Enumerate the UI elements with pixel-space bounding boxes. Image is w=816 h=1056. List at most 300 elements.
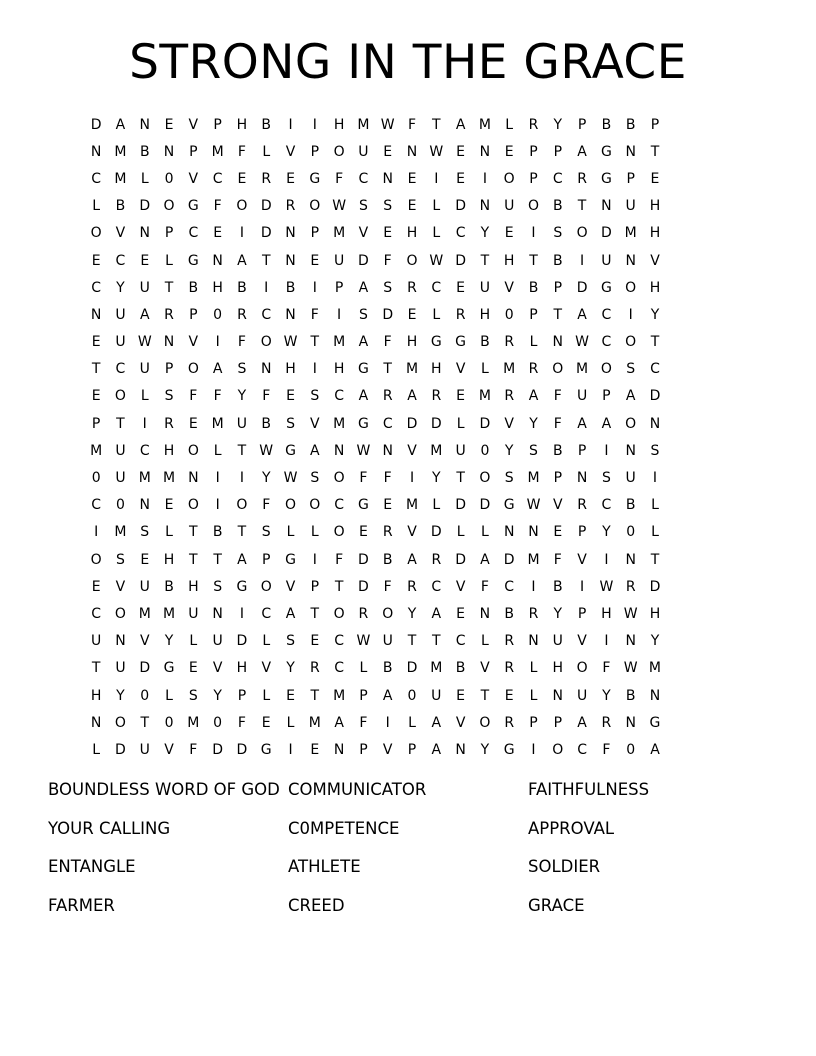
grid-cell: M <box>527 470 540 487</box>
grid-cell: P <box>529 714 538 731</box>
word-list-item: APPROVAL <box>528 818 615 838</box>
grid-cell: Y <box>553 605 563 622</box>
grid-cell: G <box>285 442 296 459</box>
grid-cell: A <box>212 361 223 378</box>
grid-cell: A <box>237 551 247 568</box>
grid-cell: P <box>577 524 587 541</box>
grid-cell: F <box>310 306 319 323</box>
grid-cell: E <box>456 143 466 160</box>
grid-cell: N <box>212 252 223 269</box>
grid-cell: D <box>649 388 661 405</box>
grid-cell: Y <box>650 633 660 650</box>
grid-cell: B <box>285 279 296 296</box>
grid-cell: G <box>503 497 515 514</box>
grid-cell: P <box>577 116 587 133</box>
grid-cell: D <box>406 415 418 432</box>
grid-cell: N <box>576 470 588 487</box>
grid-cell: T <box>529 252 538 269</box>
grid-cell: W <box>283 334 298 351</box>
grid-cell: G <box>357 361 369 378</box>
grid-cell: E <box>310 633 320 650</box>
grid-cell: I <box>628 306 633 323</box>
grid-cell: A <box>358 334 369 351</box>
grid-cell: M <box>162 605 176 622</box>
grid-cell: D <box>430 415 442 432</box>
grid-cell: I <box>312 279 317 296</box>
grid-cell: R <box>504 388 515 405</box>
grid-cell: N <box>406 143 418 160</box>
word-list-item: GRACE <box>528 896 585 916</box>
grid-cell: P <box>359 741 368 758</box>
grid-cell: E <box>261 714 271 731</box>
grid-cell: M <box>405 361 419 378</box>
grid-cell: O <box>503 170 515 187</box>
grid-cell: I <box>531 225 536 242</box>
grid-cell: D <box>358 252 369 269</box>
grid-cell: F <box>359 714 368 731</box>
grid-cell: I <box>312 116 317 133</box>
grid-cell: D <box>600 225 612 242</box>
grid-cell: G <box>600 143 612 160</box>
grid-cell: R <box>164 306 174 323</box>
grid-cell: P <box>213 116 222 133</box>
grid-cell: H <box>236 660 248 677</box>
grid-cell: V <box>407 442 417 459</box>
word-list-item: COMMUNICATOR <box>288 780 427 799</box>
grid-cell: E <box>456 687 466 704</box>
grid-cell: U <box>115 442 126 459</box>
grid-cell: Y <box>529 415 538 432</box>
grid-cell: P <box>91 415 101 432</box>
grid-cell: T <box>237 442 247 459</box>
grid-cell: Y <box>480 741 490 758</box>
grid-cell: P <box>577 605 587 622</box>
grid-cell: I <box>385 714 390 731</box>
grid-cell: S <box>213 578 223 595</box>
grid-cell: W <box>429 252 444 269</box>
grid-cell: N <box>163 334 175 351</box>
grid-cell: G <box>600 170 612 187</box>
grid-cell: L <box>505 116 514 133</box>
grid-cell: P <box>164 225 174 242</box>
grid-cell: E <box>310 252 320 269</box>
grid-row <box>84 736 732 763</box>
grid-cell: S <box>504 470 514 487</box>
grid-cell: R <box>504 660 515 677</box>
grid-cell: F <box>262 388 271 405</box>
grid-cell: A <box>358 279 369 296</box>
grid-cell: U <box>382 633 393 650</box>
grid-cell: B <box>115 198 126 215</box>
grid-cell: O <box>114 714 126 731</box>
grid-cell: H <box>649 279 661 296</box>
grid-cell: O <box>333 524 345 541</box>
grid-cell: O <box>625 279 637 296</box>
grid-cell: M <box>138 605 151 622</box>
word-list-item: ENTANGLE <box>48 857 136 877</box>
grid-cell: A <box>139 306 150 323</box>
grid-cell: U <box>139 578 150 595</box>
grid-cell: W <box>356 442 371 459</box>
grid-cell: E <box>383 143 393 160</box>
grid-cell: U <box>625 470 636 487</box>
grid-cell: S <box>626 361 636 378</box>
grid-cell: P <box>310 225 320 242</box>
grid-cell: E <box>456 388 466 405</box>
grid-cell: W <box>380 116 395 133</box>
grid-cell: P <box>553 470 563 487</box>
grid-cell: G <box>455 334 467 351</box>
grid-cell: F <box>553 415 562 432</box>
grid-cell: L <box>262 143 271 160</box>
grid-cell: T <box>310 334 320 351</box>
grid-cell: G <box>430 334 442 351</box>
grid-cell: P <box>407 741 417 758</box>
grid-row <box>84 573 732 600</box>
grid-cell: H <box>649 198 661 215</box>
grid-cell: V <box>480 660 490 677</box>
grid-cell: E <box>91 252 101 269</box>
grid-cell: U <box>601 252 612 269</box>
grid-cell: N <box>479 198 491 215</box>
grid-cell: F <box>602 741 611 758</box>
grid-row <box>84 519 732 546</box>
grid-cell: Y <box>116 279 125 296</box>
grid-cell: E <box>456 605 466 622</box>
grid-cell: L <box>432 198 441 215</box>
grid-cell: T <box>650 334 660 351</box>
grid-cell: V <box>358 225 369 242</box>
grid-cell: G <box>600 279 612 296</box>
grid-cell: B <box>455 660 466 677</box>
grid-cell: P <box>650 116 660 133</box>
grid-cell: B <box>552 252 563 269</box>
grid-cell: N <box>528 633 539 650</box>
grid-cell: U <box>139 741 150 758</box>
grid-cell: L <box>651 524 659 541</box>
grid-cell: L <box>92 741 101 758</box>
grid-cell: V <box>504 279 514 296</box>
grid-cell: Y <box>237 388 247 405</box>
grid-cell: N <box>260 361 272 378</box>
grid-cell: R <box>309 660 320 677</box>
grid-cell: I <box>409 470 415 487</box>
grid-cell: 0 <box>164 714 174 731</box>
grid-cell: C <box>188 225 199 242</box>
grid-cell: N <box>333 741 345 758</box>
grid-cell: N <box>139 116 150 133</box>
grid-cell: Y <box>504 442 514 459</box>
grid-cell: S <box>310 388 320 405</box>
page-title: STRONG IN THE GRACE <box>129 35 687 90</box>
grid-cell: W <box>429 143 444 160</box>
grid-cell: E <box>310 741 320 758</box>
grid-cell: P <box>164 361 174 378</box>
grid-cell: O <box>382 605 394 622</box>
grid-cell: L <box>529 660 538 677</box>
grid-cell: B <box>237 279 247 296</box>
grid-cell: C <box>261 306 272 323</box>
grid-cell: B <box>164 578 174 595</box>
grid-cell: I <box>580 578 585 595</box>
grid-cell: A <box>577 714 587 731</box>
grid-cell: E <box>140 551 150 568</box>
grid-cell: N <box>139 225 150 242</box>
grid-cell: Y <box>553 116 563 133</box>
grid-cell: W <box>623 660 638 677</box>
grid-cell: N <box>625 714 636 731</box>
grid-cell: C <box>577 741 587 758</box>
grid-cell: L <box>456 415 465 432</box>
grid-cell: A <box>431 605 442 622</box>
grid-cell: L <box>189 633 198 650</box>
grid-cell: L <box>262 633 271 650</box>
grid-cell: M <box>357 116 370 133</box>
grid-cell: 0 <box>626 741 636 758</box>
grid-cell: M <box>162 470 176 487</box>
grid-cell: O <box>625 334 637 351</box>
grid-cell: C <box>334 633 344 650</box>
grid-cell: U <box>115 660 126 677</box>
grid-cell: H <box>333 116 345 133</box>
grid-cell: D <box>455 551 466 568</box>
grid-cell: A <box>528 388 539 405</box>
grid-cell: B <box>552 578 563 595</box>
grid-cell: G <box>309 170 321 187</box>
grid-cell: V <box>553 497 563 514</box>
grid-cell: N <box>479 143 491 160</box>
grid-cell: T <box>310 605 320 622</box>
grid-cell: U <box>188 605 199 622</box>
grid-cell: V <box>504 415 514 432</box>
grid-cell: Y <box>164 633 174 650</box>
grid-row <box>84 464 732 491</box>
word-list-item: BOUNDLESS WORD OF GOD <box>48 780 280 799</box>
grid-cell: F <box>335 551 344 568</box>
grid-cell: F <box>602 660 611 677</box>
word-list-item: YOUR CALLING <box>48 818 171 838</box>
grid-cell: W <box>623 605 638 622</box>
grid-cell: E <box>237 170 247 187</box>
grid-cell: E <box>650 170 660 187</box>
grid-cell: M <box>648 660 662 677</box>
grid-cell: V <box>212 660 223 677</box>
grid-cell: N <box>285 225 296 242</box>
grid-row <box>84 329 732 356</box>
grid-cell: U <box>479 279 491 296</box>
grid-cell: D <box>236 633 248 650</box>
grid-cell: N <box>625 252 636 269</box>
grid-cell: R <box>625 578 636 595</box>
grid-cell: R <box>528 116 539 133</box>
grid-cell: B <box>552 198 563 215</box>
grid-cell: T <box>91 660 101 677</box>
grid-cell: S <box>164 388 174 405</box>
grid-cell: M <box>430 660 443 677</box>
grid-cell: F <box>553 388 562 405</box>
grid-cell: U <box>115 470 126 487</box>
grid-cell: E <box>91 334 101 351</box>
grid-cell: S <box>383 279 393 296</box>
grid-cell: U <box>504 198 515 215</box>
grid-cell: I <box>604 551 609 568</box>
grid-row <box>84 492 732 519</box>
letter-grid <box>84 111 732 764</box>
grid-cell: S <box>650 442 660 459</box>
grid-cell: E <box>504 687 514 704</box>
grid-cell: I <box>434 170 439 187</box>
grid-cell: O <box>576 225 588 242</box>
grid-cell: H <box>503 252 515 269</box>
grid-cell: D <box>649 578 661 595</box>
grid-cell: F <box>213 388 222 405</box>
grid-cell: C <box>261 605 272 622</box>
grid-cell: P <box>529 170 538 187</box>
grid-cell: I <box>215 470 220 487</box>
word-list <box>48 776 768 931</box>
grid-cell: L <box>286 714 295 731</box>
grid-cell: R <box>601 714 612 731</box>
grid-cell: G <box>285 551 296 568</box>
grid-cell: I <box>239 470 244 487</box>
grid-cell: P <box>262 551 271 568</box>
grid-cell: V <box>407 524 417 541</box>
grid-cell: E <box>456 170 466 187</box>
grid-cell: A <box>601 415 612 432</box>
word-list-item: CREED <box>288 896 345 916</box>
grid-cell: W <box>259 442 274 459</box>
grid-cell: I <box>652 470 658 487</box>
grid-cell: T <box>189 551 198 568</box>
grid-cell: O <box>309 497 321 514</box>
grid-cell: T <box>383 361 392 378</box>
grid-cell: R <box>455 306 466 323</box>
grid-cell: O <box>600 361 612 378</box>
grid-cell: M <box>527 551 540 568</box>
grid-cell: O <box>479 470 491 487</box>
grid-cell: U <box>236 415 248 432</box>
grid-cell: I <box>531 741 536 758</box>
grid-cell: W <box>599 578 614 595</box>
grid-cell: N <box>188 470 199 487</box>
grid-cell: L <box>140 388 149 405</box>
grid-cell: N <box>90 306 102 323</box>
grid-cell: B <box>382 551 393 568</box>
grid-cell: C <box>91 170 102 187</box>
grid-cell: 0 <box>115 497 125 514</box>
grid-cell: N <box>163 143 175 160</box>
grid-cell: S <box>116 551 125 568</box>
grid-cell: N <box>90 714 102 731</box>
grid-cell: C <box>91 279 102 296</box>
grid-cell: N <box>285 252 296 269</box>
grid-cell: I <box>239 225 244 242</box>
grid-row <box>84 165 732 192</box>
grid-cell: O <box>90 551 102 568</box>
grid-cell: N <box>625 551 636 568</box>
grid-cell: O <box>333 143 345 160</box>
grid-cell: I <box>604 633 609 650</box>
grid-cell: L <box>359 660 368 677</box>
grid-cell: A <box>431 714 442 731</box>
grid-cell: B <box>504 605 514 622</box>
grid-cell: R <box>407 279 417 296</box>
grid-cell: V <box>115 578 126 595</box>
word-list-item: FARMER <box>48 896 115 916</box>
grid-cell: A <box>334 714 344 731</box>
grid-cell: L <box>310 524 319 541</box>
grid-cell: H <box>431 361 442 378</box>
grid-cell: A <box>285 605 296 622</box>
grid-cell: I <box>580 252 585 269</box>
grid-cell: O <box>625 415 637 432</box>
grid-cell: M <box>211 143 224 160</box>
grid-cell: E <box>91 578 101 595</box>
grid-cell: C <box>601 497 612 514</box>
grid-cell: D <box>406 660 418 677</box>
grid-row <box>84 600 732 627</box>
grid-cell: H <box>212 279 223 296</box>
grid-cell: F <box>189 388 198 405</box>
grid-row <box>84 247 732 274</box>
grid-cell: N <box>382 442 393 459</box>
grid-cell: R <box>382 524 393 541</box>
grid-cell: L <box>92 198 101 215</box>
grid-cell: 0 <box>140 687 150 704</box>
grid-cell: D <box>260 198 272 215</box>
grid-cell: P <box>189 306 198 323</box>
grid-cell: O <box>187 497 199 514</box>
grid-cell: U <box>139 279 150 296</box>
grid-cell: D <box>212 741 224 758</box>
grid-cell: B <box>212 524 223 541</box>
grid-cell: S <box>237 361 247 378</box>
grid-cell: D <box>455 252 466 269</box>
grid-cell: G <box>503 741 515 758</box>
grid-cell: H <box>649 605 661 622</box>
grid-cell: U <box>139 361 150 378</box>
grid-cell: V <box>650 252 660 269</box>
grid-cell: H <box>285 361 296 378</box>
grid-cell: Y <box>213 687 222 704</box>
grid-cell: M <box>138 470 151 487</box>
grid-cell: D <box>455 497 466 514</box>
grid-cell: E <box>553 524 563 541</box>
grid-cell: F <box>335 170 344 187</box>
grid-cell: F <box>237 143 246 160</box>
grid-cell: I <box>482 170 487 187</box>
grid-cell: W <box>137 334 152 351</box>
grid-cell: T <box>164 279 174 296</box>
grid-cell: A <box>115 116 126 133</box>
grid-cell: B <box>139 143 150 160</box>
grid-cell: O <box>309 198 321 215</box>
grid-cell: U <box>115 306 126 323</box>
grid-cell: E <box>188 415 198 432</box>
grid-cell: R <box>382 388 393 405</box>
grid-row <box>84 138 732 165</box>
grid-cell: R <box>577 170 587 187</box>
grid-row <box>84 111 732 138</box>
grid-cell: T <box>456 470 465 487</box>
grid-cell: A <box>577 415 587 432</box>
grid-cell: C <box>115 361 126 378</box>
grid-cell: S <box>601 470 611 487</box>
word-list-item: ATHLETE <box>288 857 361 877</box>
grid-cell: T <box>334 578 344 595</box>
grid-cell: T <box>407 633 417 650</box>
grid-cell: V <box>285 143 296 160</box>
